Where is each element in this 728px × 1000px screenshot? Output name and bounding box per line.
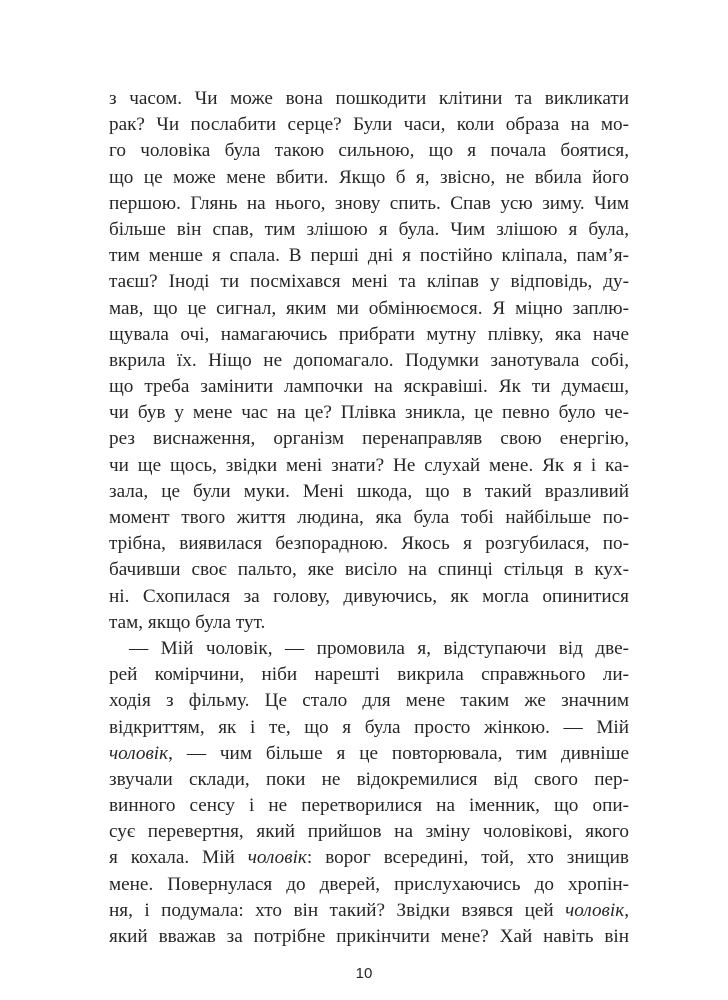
text-segment: бачивши своє пальто, яке висіло на спинці стільця в кух- [109,559,629,581]
text-line [109,426,629,452]
text-segment: ні. Схопилася за голову, дивуючись, як могла опинитися [109,585,629,607]
text-line [109,741,629,767]
text-line [109,715,629,741]
text-segment: , — чим більше я це повторювала, тим дивніше [168,742,629,764]
text-segment: там, якщо була тут. [109,611,266,633]
text-line [109,322,629,348]
text-segment: винного сенсу і не перетворилися на іменник, що опи- [109,795,629,817]
page-number: 10 [355,965,373,982]
text-segment: — Мій чоловік, — промовила я, відступаючи від две- [129,637,629,659]
text-line [109,872,629,898]
text-segment: го чоловіка була такою сильною, що я почала боятися, [109,140,629,162]
text-line [109,191,629,217]
text-segment: мене. Повернулася до дверей, прислухаючись до хропін- [109,873,629,895]
text-line [109,165,629,191]
text-segment: вкрила їх. Ніщо не допомагало. Подумки занотувала собі, [109,349,629,371]
text-line [109,374,629,400]
text-line [109,636,629,662]
text-line [109,688,629,714]
text-line [109,400,629,426]
text-line [109,898,629,924]
text-line [109,243,629,269]
text-segment: зала, це були муки. Мені шкода, що в такий вразливий [109,480,629,502]
text-line [109,217,629,243]
italic-text: чоловік [565,899,625,921]
text-line [109,479,629,505]
text-line [109,86,629,112]
text-segment: що це може мене вбити. Якщо б я, звісно, не вбила його [109,166,629,188]
text-line [109,924,629,950]
text-line [109,767,629,793]
text-line [109,138,629,164]
text-segment: першою. Глянь на нього, знову спить. Спав усю зиму. Чим [109,192,629,214]
text-segment: відкриттям, як і те, що я була просто жінкою. — Мій [109,716,629,738]
text-segment: момент твого життя людина, яка була тобі найбільше по- [109,507,629,528]
text-segment: звучали склади, поки не відокремилися від свого пер- [109,768,629,790]
text-line [109,584,629,610]
text-segment: сує перевертня, який прийшов на зміну чоловікові, якого [109,821,629,843]
text-segment: : ворог всередині, той, хто знищив [306,847,629,869]
text-segment: чи був у мене час на це? Плівка зникла, це певно було че- [109,402,629,424]
text-segment: ня, і подумала: хто він такий? Звідки взявся цей [109,899,566,921]
text-line [109,348,629,374]
text-segment: рак? Чи послабити серце? Були часи, коли образа на мо- [109,114,629,136]
text-segment: я кохала. Мій [109,847,248,869]
text-line [109,505,629,531]
italic-text: чоловік [109,742,169,764]
text-segment: трібна, виявилася безпорадною. Якось я розгубилася, по- [109,533,629,555]
text-line [109,557,629,583]
text-line [109,531,629,557]
text-line [109,845,629,871]
text-line [109,269,629,295]
text-line [109,819,629,845]
text-segment: рез виснаження, організм перенаправляв свою енергію, [109,428,629,450]
body-text [109,86,629,950]
text-segment: який вважав за потрібне прикінчити мене? Хай навіть він [109,926,629,947]
text-segment: таєш? Іноді ти посміхався мені та кліпав у відповідь, ду- [109,271,629,293]
text-line [109,453,629,479]
text-segment: рей комірчини, ніби нарешті викрила справжнього ли- [109,664,629,686]
text-line [109,610,629,636]
italic-text: чоловік [247,847,307,869]
text-line [109,793,629,819]
text-segment: , [624,899,629,921]
text-segment: ходія з фільму. Це стало для мене таким же значним [109,690,629,712]
text-line [109,112,629,138]
text-line [109,662,629,688]
text-segment: більше він спав, тим злішою я була. Чим злішою я була, [109,218,629,240]
text-segment: що треба замінити лампочки на яскравіші. Як ти думаєш, [109,376,629,398]
text-segment: з часом. Чи може вона пошкодити клітини та викликати [109,88,629,109]
text-segment: тим менше я спала. В перші дні я постійно кліпала, пам’я- [109,245,629,267]
text-segment: щувала очі, намагаючись прибрати мутну плівку, яка наче [109,323,629,345]
text-line [109,296,629,322]
text-segment: чи ще щось, звідки мені знати? Не слухай мене. Як я і ка- [109,454,629,476]
text-segment: мав, що це сигнал, яким ми обмінюємося. Я міцно заплю- [109,297,629,319]
